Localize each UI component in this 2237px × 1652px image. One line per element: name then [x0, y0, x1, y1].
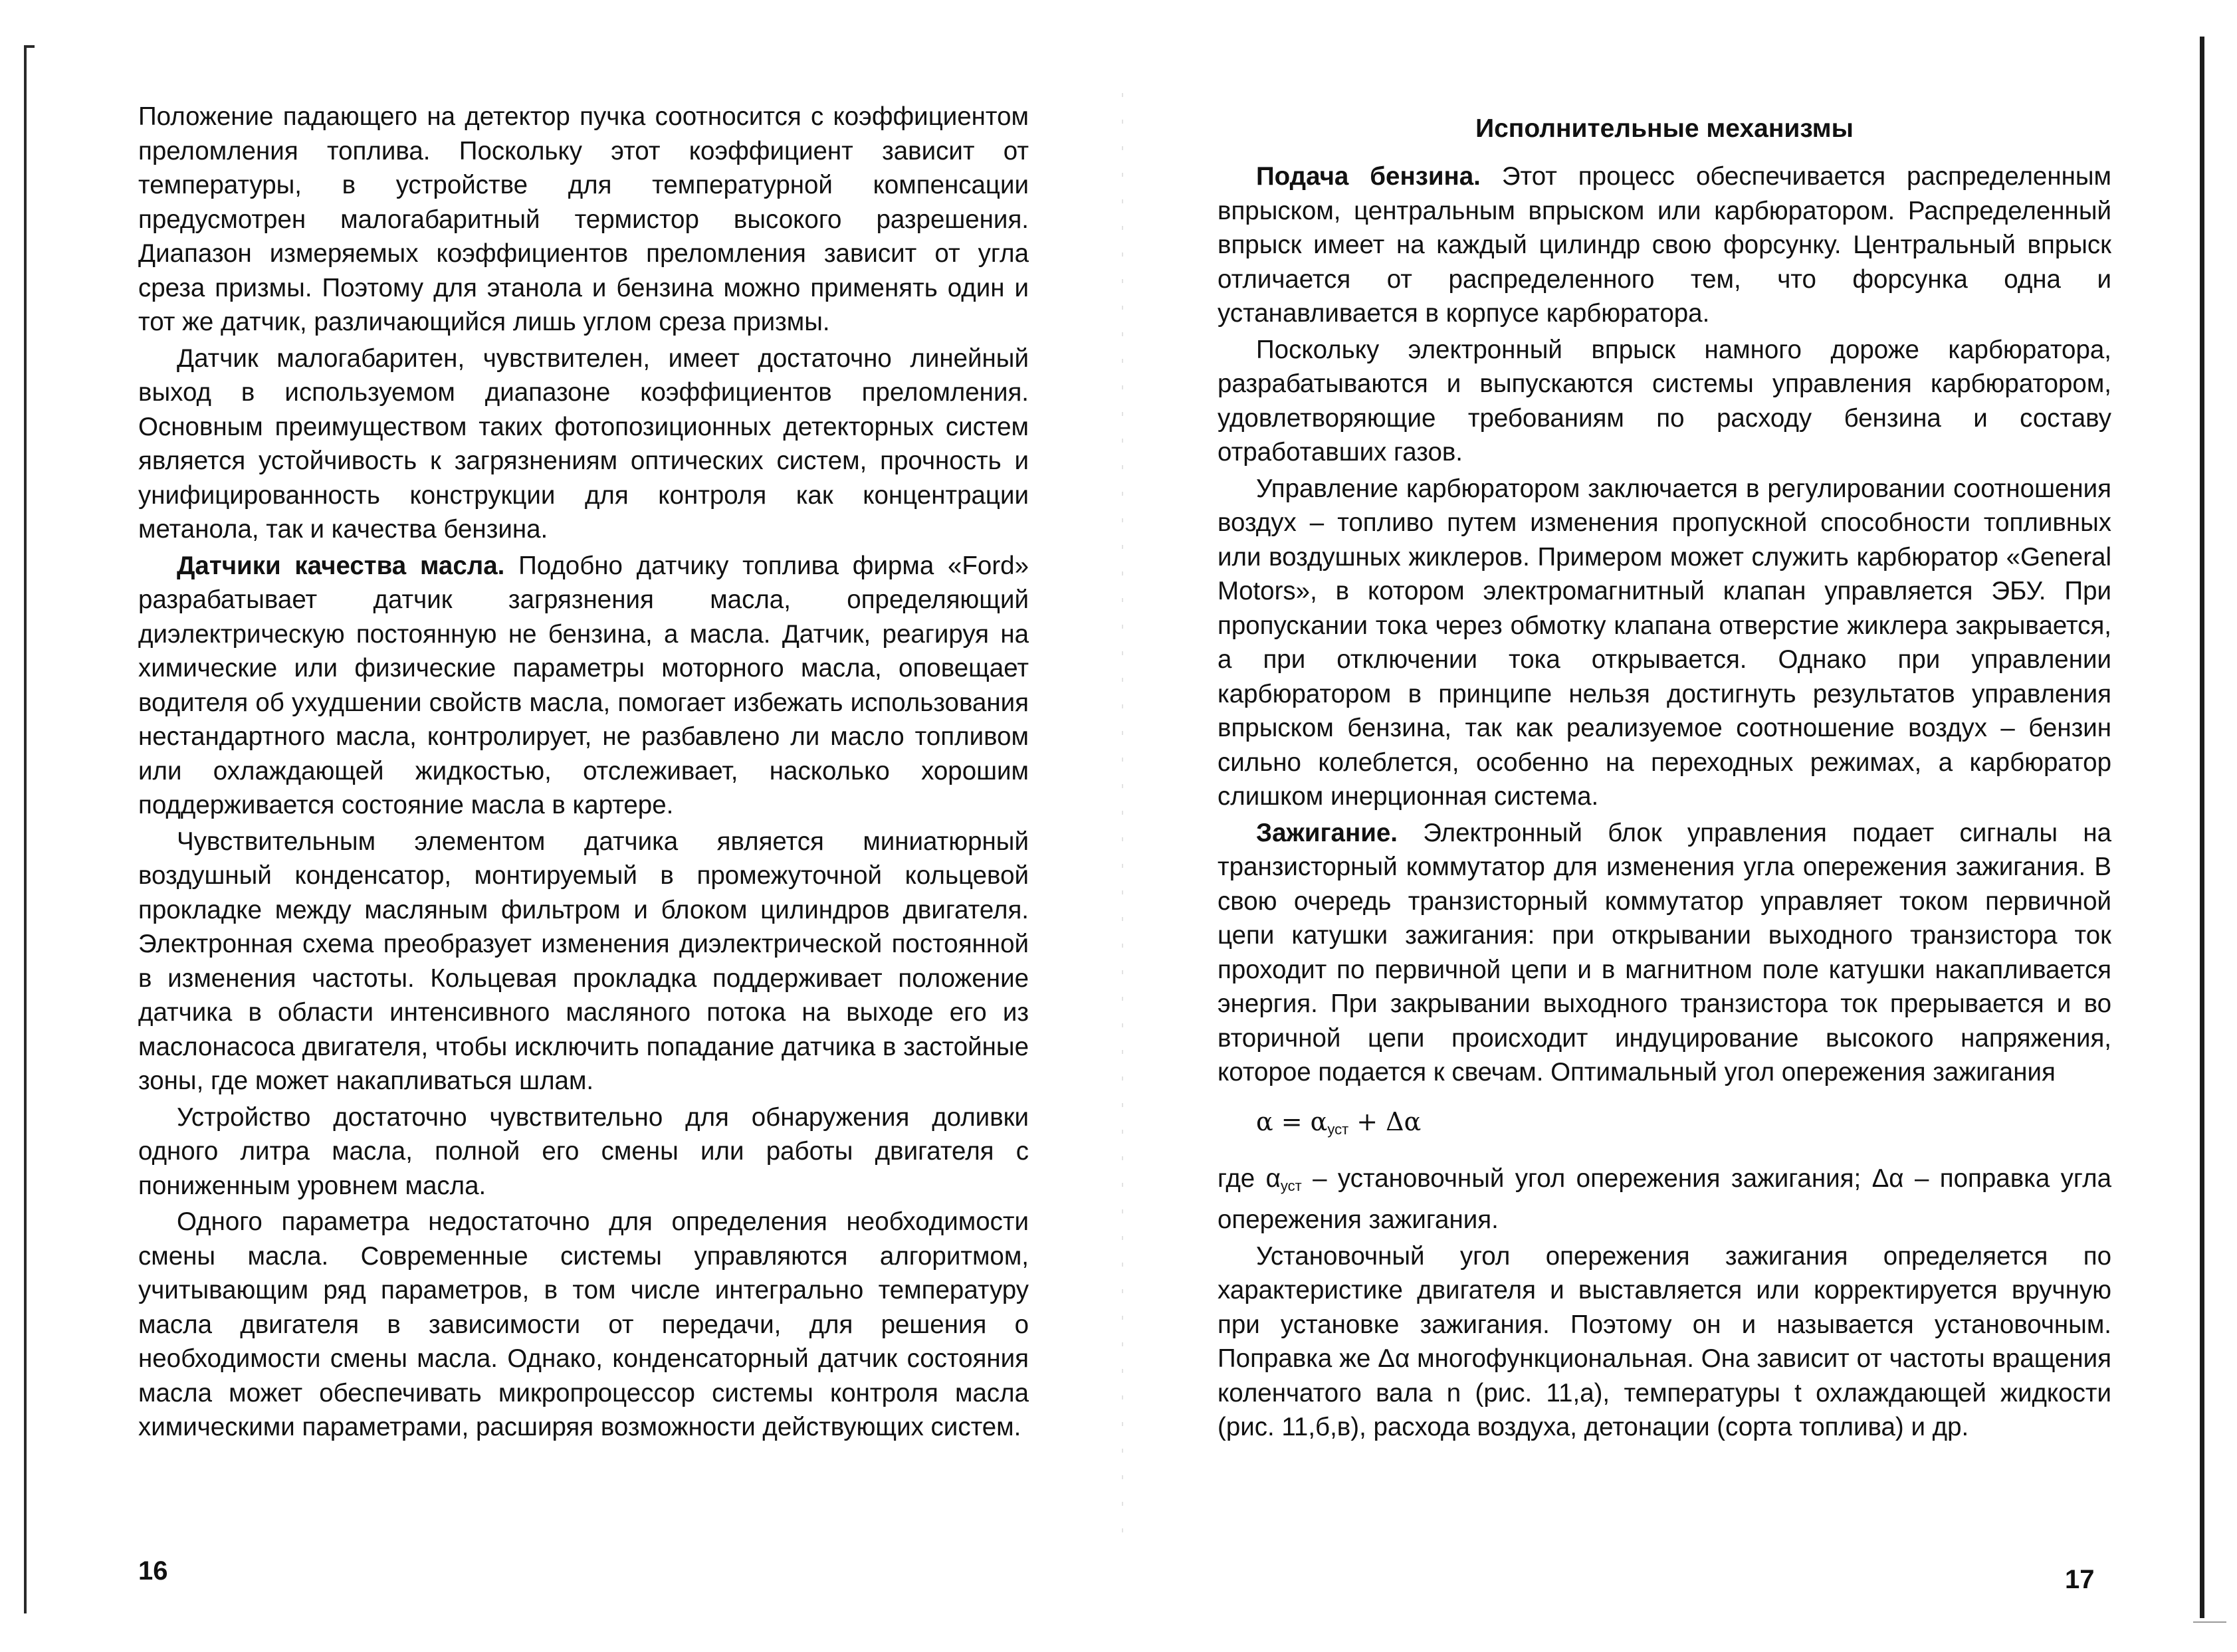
- paragraph-text: Этот процесс обеспечивается распределенным впрыском, центральным впрыском или карбюратором. Распределенный впрыск имеет на каждый цилиндр свою форсунку. Центральный впрыск отличается от распределенного тем, что форсунка одна и устанавливается в корпусе карбюратора.: [1218, 162, 2112, 328]
- explanation-prefix: где α: [1218, 1164, 1281, 1193]
- paragraph-lead: Зажигание.: [1256, 818, 1398, 847]
- paragraph-text: Подобно датчику топлива фирма «Ford» разрабатывает датчик загрязнения масла, определяющий диэлектрическую постоянную не бензина, а масла. Датчик, реагируя на химические или физические параметры моторного масла, оповещает водителя об ухудшении свойств масла, помогает избежать использования нестандартного масла, контролирует, не разбавлено ли масло топливом или охлаждающей жидкостью, отслеживает, насколько хорошим поддерживается состояние масла в картере.: [138, 551, 1029, 819]
- explanation-subscript: уст: [1280, 1177, 1302, 1194]
- section-heading: Исполнительные механизмы: [1475, 114, 1854, 143]
- paragraph: [138, 825, 1029, 1098]
- paragraph: [1218, 1239, 2111, 1445]
- formula-explanation: [1218, 1162, 2111, 1237]
- right-page-edge-line: [2200, 37, 2204, 1618]
- paragraph-text: Одного параметра недостаточно для определения необходимости смены масла. Современные системы управляются алгоритмом, учитывающим ряд параметров, в том числе интегрально температуру масла двигателя в зависимости от передачи, для решения о необходимости смены масла. Однако, конденсаторный датчик состояния масла может обеспечивать микропроцессор системы контроля масла химическими параметрами, расширяя возможности действующих систем.: [138, 1207, 1029, 1441]
- paragraph-text: Чувствительным элементом датчика является миниатюрный воздушный конденсатор, монтируемый в промежуточной кольцевой прокладке между масляным фильтром и блоком цилиндров двигателя. Электронная схема преобразует изменения диэлектрической постоянной в изменения частоты. Кольцевая прокладка поддерживает положение датчика в области интенсивного масляного потока на выходе его из маслонасоса двигателя, чтобы исключить попадание датчика в застойные зоны, где может накапливаться шлам.: [138, 827, 1029, 1095]
- paragraph-text: Поскольку электронный впрыск намного дороже карбюратора, разрабатываются и выпускаются системы управления карбюратором, удовлетворяющие требованиям по расходу бензина и составу отработавших газов.: [1218, 335, 2111, 466]
- paragraph: [138, 1100, 1029, 1203]
- book-gutter: [1122, 93, 1123, 1555]
- paragraph: [138, 342, 1029, 547]
- paragraph: [1218, 472, 2111, 814]
- page-number-right: 17: [2065, 1565, 2095, 1594]
- formula-subscript: уст: [1327, 1120, 1349, 1138]
- paragraph: [138, 100, 1029, 340]
- paragraph-text: Положение падающего на детектор пучка соотносится с коэффициентом преломления топлива. Поскольку этот коэффициент зависит от температуры, в устройстве для температурной компенсации предусмотрен малогабаритный термистор высокого разрешения. Диапазон измеряемых коэффициентов преломления зависит от угла среза призмы. Поэтому для этанола и бензина можно применять один и тот же датчик, различающийся лишь углом среза призмы.: [138, 102, 1029, 336]
- formula-lhs: α = α: [1256, 1106, 1328, 1136]
- left-page-text: [138, 100, 1029, 1445]
- right-page-text: [1218, 159, 2111, 1445]
- explanation-text: – установочный угол опережения зажигания; Δα – поправка угла опережения зажигания.: [1218, 1164, 2111, 1234]
- left-page-edge-tick: [24, 45, 35, 48]
- left-page-edge-line: [24, 45, 27, 1613]
- paragraph: [1218, 816, 2111, 1090]
- formula-rhs: + Δα: [1348, 1106, 1422, 1136]
- paragraph: [1218, 159, 2111, 331]
- paragraph-lead: Подача бензина.: [1256, 162, 1481, 191]
- paragraph: [138, 1205, 1029, 1445]
- corner-mark: [2193, 1621, 2226, 1623]
- paragraph-text: Устройство достаточно чувствительно для обнаружения доливки одного литра масла, полной его смены или работы двигателя с пониженным уровнем масла.: [138, 1102, 1029, 1200]
- paragraph-lead: Датчики качества масла.: [177, 551, 505, 580]
- paragraph-text: Управление карбюратором заключается в регулировании соотношения воздух – топливо путем изменения пропускной способности топливных или воздушных жиклеров. Примером может служить карбюратор «General Motors», в котором электромагнитный клапан управляется ЭБУ. При пропускании тока через обмотку клапана отверстие жиклера закрывается, а при отключении тока открывается. Однако при управлении карбюратором в принципе нельзя достигнуть результатов управления впрыском бензина, так как реализуемое соотношение воздух – бензин сильно колеблется, особенно на переходных режимах, а карбюратор слишком инерционная система.: [1218, 474, 2111, 811]
- paragraph-text: Установочный угол опережения зажигания определяется по характеристике двигателя и выставляется или корректируется вручную при установке зажигания. Поэтому он и называется установочным. Поправка же Δα многофункциональная. Она зависит от частоты вращения коленчатого вала n (рис. 11,а), температуры t охлаждающей жидкости (рис. 11,б,в), расхода воздуха, детонации (сорта топлива) и др.: [1218, 1241, 2111, 1441]
- paragraph: [138, 549, 1029, 823]
- paragraph-text: Электронный блок управления подает сигналы на транзисторный коммутатор для изменения угла опережения зажигания. В свою очередь транзисторный коммутатор управляет током первичной цепи катушки зажигания: при открывании выходного транзистора ток проходит по первичной цепи и в магнитном поле катушки накапливается энергия. При закрывании выходного транзистора ток прерывается и во вторичной цепи происходит индуцирование высокого напряжения, которое подается к свечам. Оптимальный угол опережения зажигания: [1218, 818, 2111, 1086]
- left-page: [138, 100, 1029, 1447]
- ignition-angle-formula: [1256, 1104, 2111, 1147]
- paragraph: [1218, 333, 2111, 470]
- paragraph-text: Датчик малогабаритен, чувствителен, имеет достаточно линейный выход в используемом диапазоне коэффициентов преломления. Основным преимуществом таких фотопозиционных детекторных систем является устойчивость к загрязнениям оптических систем, прочность и унифицированность конструкции для контроля как концентрации метанола, так и качества бензина.: [138, 344, 1029, 544]
- right-page: [1218, 100, 2111, 1447]
- page-number-left: 16: [138, 1556, 168, 1586]
